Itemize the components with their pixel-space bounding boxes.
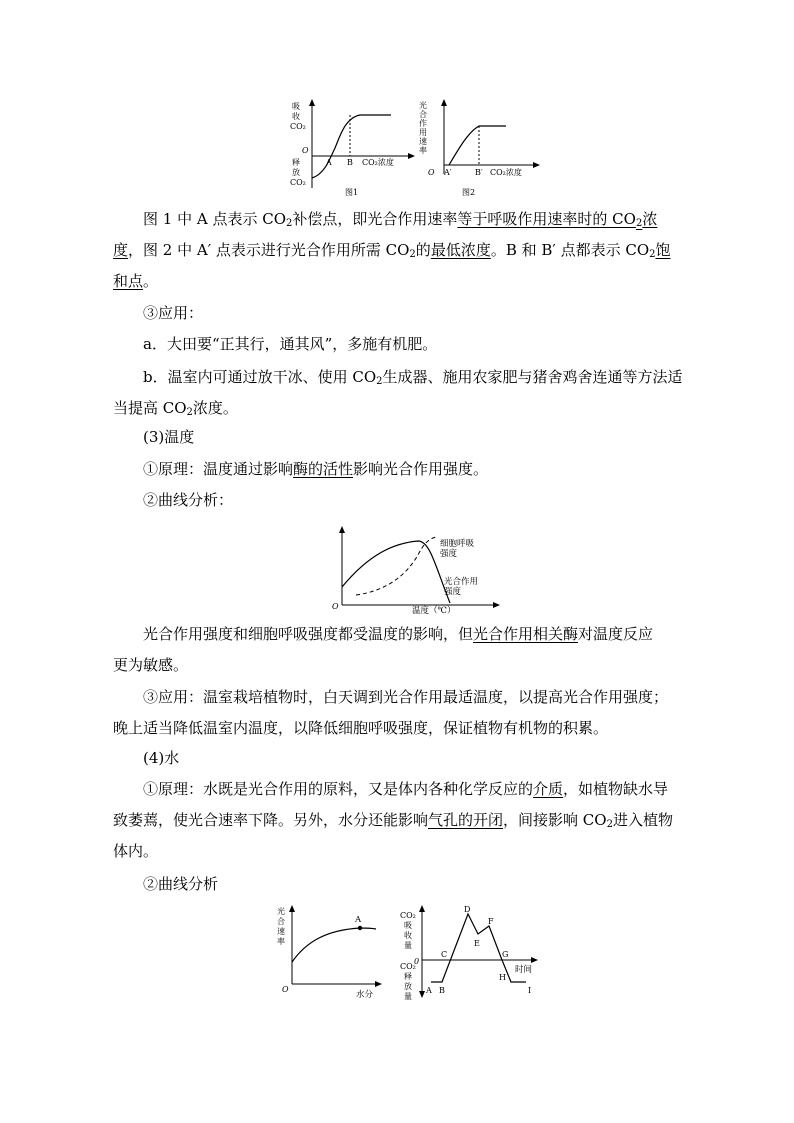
fig2-point-b: B′ — [475, 168, 483, 177]
water-right-point-f: F — [488, 917, 494, 926]
fig1-ylabel-top-2: 收 — [292, 112, 300, 121]
fig1-point-a: A — [326, 158, 332, 167]
fig1-ylabel-bottom-3: CO₂ — [290, 178, 306, 187]
fig1-ylabel-top-1: 吸 — [292, 102, 300, 111]
fig1-caption: 图1 — [345, 188, 359, 197]
co2-apply-a: a．大田要“正其行，通其风”，多施有机肥。 — [143, 335, 438, 353]
water-right-ylabel-bottom-2: 释 — [404, 972, 412, 981]
water-chart-left — [276, 904, 386, 999]
water-left-ylabel-4: 率 — [277, 937, 285, 946]
fig1-point-b: B — [347, 158, 353, 167]
temperature-principle: ①原理：温度通过影响酶的活性影响光合作用强度。 — [143, 460, 489, 478]
fig2-point-a: A′ — [444, 168, 452, 177]
water-left-point-a-dot — [358, 926, 362, 930]
fig2-curve — [449, 126, 506, 165]
water-right-ylabel-top-2: 吸 — [404, 921, 412, 930]
fig1-ylabel-bottom-1: 释 — [292, 158, 300, 167]
water-right-ylabel-bottom-1: CO₂ — [400, 962, 416, 971]
fig1-xlabel: CO₂浓度 — [362, 158, 394, 167]
water-left-xlabel: 水分 — [356, 990, 374, 1000]
temperature-head: (3)温度 — [143, 428, 195, 446]
water-left-curve — [292, 928, 376, 962]
fig1-curve — [312, 115, 391, 178]
fig1-co2-chart — [285, 98, 415, 198]
water-curve-head: ②曲线分析 — [143, 875, 219, 893]
water-right-ylabel-top-1: CO₂ — [400, 911, 416, 920]
water-left-ylabel-3: 速 — [277, 927, 285, 936]
temp-origin: O — [332, 602, 339, 611]
fig2-ylabel-6: 率 — [419, 146, 427, 155]
fig2-caption: 图2 — [462, 188, 476, 197]
water-left-point-a: A — [355, 915, 362, 925]
water-right-point-h: H — [499, 973, 506, 982]
co2-apply-head: ③应用： — [143, 304, 204, 322]
water-left-ylabel-1: 光 — [277, 907, 285, 916]
fig1-ylabel-bottom-2: 放 — [292, 168, 300, 177]
water-right-ylabel-bottom-3: 放 — [404, 982, 412, 991]
temperature-application: ③应用：温室栽培植物时，白天调到光合作用最适温度，以提高光合作用强度；晚上适当降低温室内温度，以降低细胞呼吸强度，保证植物有机物的积累。 — [113, 688, 669, 737]
photosynthesis-curve — [342, 541, 450, 603]
temperature-chart — [330, 525, 510, 615]
co2-explanation: 图 1 中 A 点表示 $CO_2$补偿点，即光合作用速率等于呼吸作用速率时的 $CO_2$浓度，图 2 中 A′ 点表示进行光合作用所需 $CO_2$的最低浓度。B 和 B′ 点都表示 $CO_2$饱和点。 — [113, 210, 671, 290]
water-right-curve — [431, 914, 526, 982]
water-right-ylabel-top-3: 收 — [404, 931, 412, 940]
fig1-origin: O — [302, 146, 309, 155]
fig1-ylabel-top-3: CO₂ — [290, 122, 306, 131]
temperature-analysis: 光合作用强度和细胞呼吸强度都受温度的影响，但光合作用相关酶对温度反应 更为敏感。 — [113, 625, 654, 674]
water-right-point-d: D — [464, 905, 471, 914]
water-right-point-a: A — [426, 986, 432, 995]
fig2-ylabel-2: 合 — [419, 110, 427, 119]
water-chart-right — [398, 904, 548, 999]
water-left-ylabel-2: 合 — [277, 917, 285, 926]
co2-apply-b: b．温室内可通过放干冰、使用 $CO_2$生成器、施用农家肥与猪舍鸡舍连通等方法适当提高 $CO_2$浓度。 — [113, 368, 683, 418]
water-right-ylabel-top-4: 量 — [404, 941, 412, 950]
fig2-ylabel-5: 速 — [419, 137, 427, 146]
water-right-point-c: C — [441, 950, 448, 959]
temp-xlabel: 温度（℃） — [412, 606, 456, 616]
water-right-point-g: G — [502, 950, 509, 959]
fig2-ylabel-1: 光 — [419, 101, 427, 110]
water-right-ylabel-bottom-4: 量 — [404, 992, 412, 1001]
respiration-label-1: 细胞呼吸 — [440, 539, 475, 549]
water-right-point-b: B — [439, 986, 445, 995]
fig2-co2-chart — [418, 98, 543, 198]
water-right-point-i: I — [528, 986, 532, 995]
respiration-label-2: 强度 — [440, 549, 458, 559]
water-left-origin: O — [282, 985, 289, 994]
water-right-point-e: E — [474, 939, 480, 948]
water-principle: ①原理：水既是光合作用的原料，又是体内各种化学反应的介质，如植物缺水导致萎蔫，使光合速率下降。另外，水分还能影响气孔的开闭，间接影响 $CO_2$进入植物体内。 — [113, 780, 673, 860]
water-right-origin: 0 — [414, 957, 420, 966]
fig2-origin: O — [428, 168, 435, 177]
temperature-curve-head: ②曲线分析： — [143, 491, 234, 509]
photosynthesis-label-2: 强度 — [444, 587, 462, 597]
fig2-xlabel: CO₂浓度 — [490, 168, 522, 177]
water-head: (4)水 — [143, 749, 180, 767]
fig2-ylabel-3: 作 — [419, 119, 427, 128]
photosynthesis-label-1: 光合作用 — [444, 577, 479, 587]
water-right-xlabel: 时间 — [515, 965, 533, 975]
fig2-ylabel-4: 用 — [419, 128, 427, 137]
